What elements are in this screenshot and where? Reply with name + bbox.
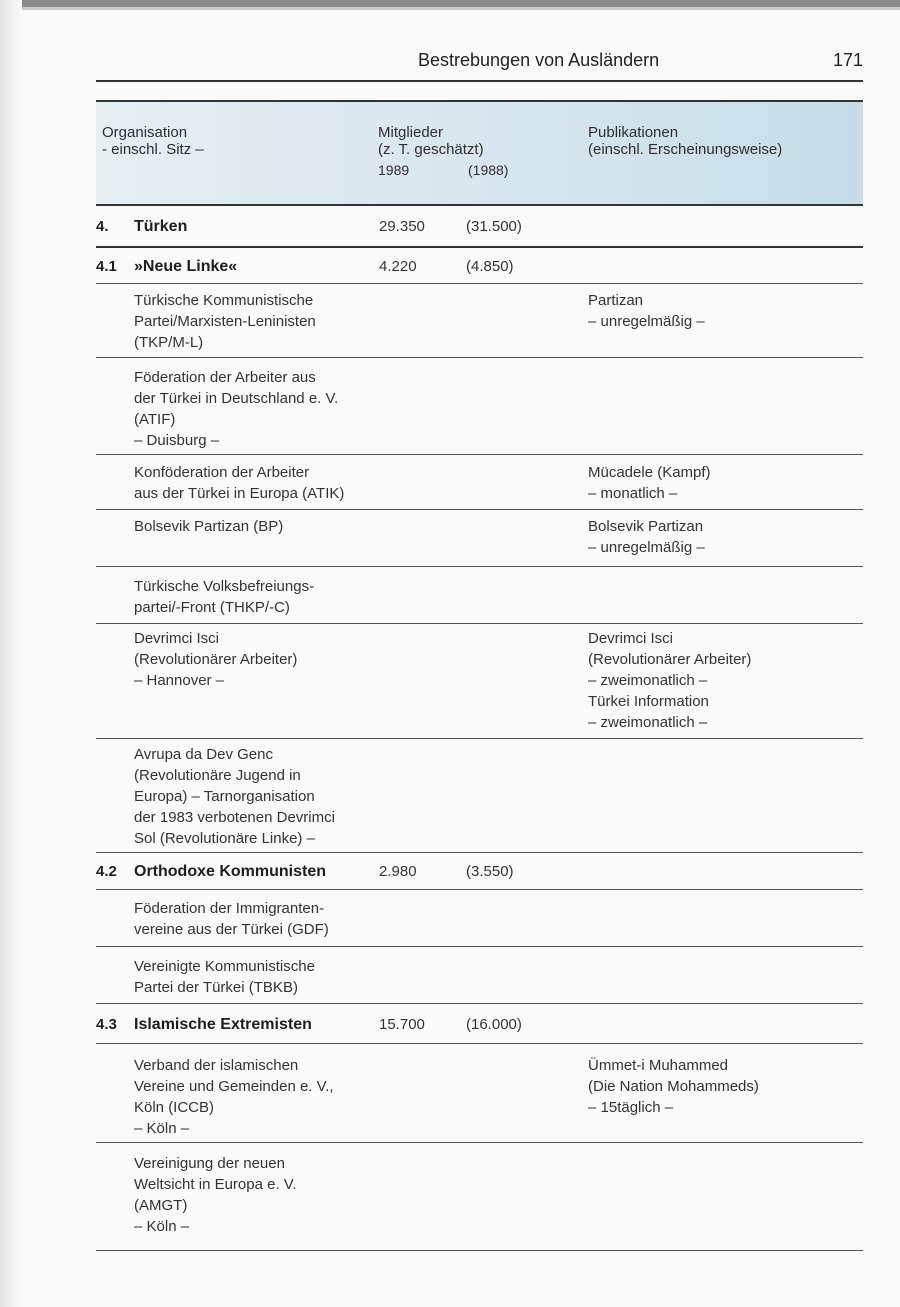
org-line: Föderation der Immigranten- bbox=[134, 900, 325, 917]
section-name: »Neue Linke« bbox=[134, 258, 238, 275]
organisation-cell bbox=[134, 628, 297, 691]
org-line: – Duisburg – bbox=[134, 432, 220, 449]
row-rule bbox=[96, 1003, 863, 1004]
column-organisation-line: Organisation bbox=[102, 124, 188, 141]
pub-line: – unregelmäßig – bbox=[588, 313, 705, 330]
column-publikationen-line: Publikationen bbox=[588, 124, 679, 141]
organisation-cell bbox=[134, 516, 283, 537]
org-line: (Revolutionärer Arbeiter) bbox=[134, 651, 298, 668]
scan-edge-shadow bbox=[0, 7, 900, 10]
section-row-4-2 bbox=[96, 863, 863, 887]
organisation-cell bbox=[134, 367, 338, 451]
column-organisation bbox=[102, 124, 204, 158]
org-line: (TKP/M-L) bbox=[134, 334, 204, 351]
pub-line: – 15täglich – bbox=[588, 1099, 674, 1116]
row-rule bbox=[96, 1043, 863, 1044]
column-organisation-line: - einschl. Sitz – bbox=[102, 141, 204, 158]
section-name: Islamische Extremisten bbox=[134, 1016, 312, 1033]
org-line: Partei/Marxisten-Leninisten bbox=[134, 313, 316, 330]
pub-line: – monatlich – bbox=[588, 485, 678, 502]
row-rule bbox=[96, 889, 863, 890]
column-mitglieder-line: (z. T. geschätzt) bbox=[378, 141, 484, 158]
row-rule bbox=[96, 1142, 863, 1143]
org-row-avrupa bbox=[96, 744, 863, 849]
org-line: vereine aus der Türkei (GDF) bbox=[134, 921, 329, 938]
section-number: 4.1 bbox=[96, 258, 117, 275]
org-line: Devrimci Isci bbox=[134, 630, 219, 647]
pub-line: Partizan bbox=[588, 292, 644, 309]
column-publikationen-line: (einschl. Erscheinungsweise) bbox=[588, 141, 783, 158]
org-line: Sol (Revolutionäre Linke) – bbox=[134, 830, 315, 847]
org-line: – Köln – bbox=[134, 1218, 190, 1235]
members-1988: (16.000) bbox=[466, 1016, 522, 1033]
organisation-cell bbox=[134, 462, 344, 504]
publication-cell bbox=[588, 290, 705, 332]
row-rule bbox=[96, 454, 863, 455]
org-line: partei/-Front (THKP/-C) bbox=[134, 599, 290, 616]
row-rule bbox=[96, 946, 863, 947]
section-row-4 bbox=[96, 218, 863, 242]
members-1989: 15.700 bbox=[379, 1016, 425, 1033]
pub-line: (Revolutionärer Arbeiter) bbox=[588, 651, 752, 668]
section-number: 4.3 bbox=[96, 1016, 117, 1033]
org-row-thkpc bbox=[96, 576, 863, 618]
org-line: der 1983 verbotenen Devrimci bbox=[134, 809, 335, 826]
column-year-current: 1989 bbox=[378, 162, 410, 178]
pub-line: Devrimci Isci bbox=[588, 630, 673, 647]
org-row-devrimci bbox=[96, 628, 863, 733]
org-row-amgt bbox=[96, 1153, 863, 1237]
section-name: Türken bbox=[134, 218, 188, 235]
section-name: Orthodoxe Kommunisten bbox=[134, 863, 327, 880]
section-rule bbox=[96, 246, 863, 248]
org-line: – Hannover – bbox=[134, 672, 225, 689]
running-title: Bestrebungen von Ausländern bbox=[418, 50, 660, 70]
page-number: 171 bbox=[832, 50, 863, 70]
org-line: – Köln – bbox=[134, 1120, 190, 1137]
org-line: Vereinigung der neuen bbox=[134, 1155, 285, 1172]
publication-cell bbox=[588, 628, 751, 733]
members-1988: (31.500) bbox=[466, 218, 522, 235]
org-line: Weltsicht in Europa e. V. bbox=[134, 1176, 297, 1193]
org-row-atik bbox=[96, 462, 863, 504]
org-row-atif bbox=[96, 367, 863, 451]
org-line: aus der Türkei in Europa (ATIK) bbox=[134, 485, 345, 502]
org-line: Avrupa da Dev Genc bbox=[134, 746, 273, 763]
pub-line: – zweimonatlich – bbox=[588, 714, 708, 731]
org-line: Verband der islamischen bbox=[134, 1057, 299, 1074]
organisation-cell bbox=[134, 956, 315, 998]
org-row-bp bbox=[96, 516, 863, 560]
org-row-gdf bbox=[96, 898, 863, 940]
org-line: Vereinigte Kommunistische bbox=[134, 958, 315, 975]
members-1989: 4.220 bbox=[379, 258, 417, 275]
publication-cell bbox=[588, 462, 711, 504]
row-rule bbox=[96, 623, 863, 624]
org-line: Vereine und Gemeinden e. V., bbox=[134, 1078, 334, 1095]
org-line: der Türkei in Deutschland e. V. bbox=[134, 390, 339, 407]
row-rule bbox=[96, 738, 863, 739]
column-publikationen bbox=[588, 124, 782, 158]
org-line: Türkische Volksbefreiungs- bbox=[134, 578, 315, 595]
section-row-4-3 bbox=[96, 1016, 863, 1040]
org-line: Köln (ICCB) bbox=[134, 1099, 215, 1116]
org-row-iccb bbox=[96, 1055, 863, 1139]
org-row-tbkb bbox=[96, 956, 863, 998]
organisation-cell bbox=[134, 744, 335, 849]
organisation-cell bbox=[134, 898, 329, 940]
pub-line: Bolsevik Partizan bbox=[588, 518, 704, 535]
org-line: Europa) – Tarnorganisation bbox=[134, 788, 315, 805]
scan-edge bbox=[0, 0, 900, 7]
publication-cell bbox=[588, 516, 705, 558]
org-line: Bolsevik Partizan (BP) bbox=[134, 518, 284, 535]
members-1989: 2.980 bbox=[379, 863, 417, 880]
publication-cell bbox=[588, 1055, 759, 1118]
table-bottom-rule bbox=[96, 1250, 863, 1251]
organisation-cell bbox=[134, 1055, 334, 1139]
pub-line: – zweimonatlich – bbox=[588, 672, 708, 689]
organisation-cell bbox=[134, 576, 314, 618]
section-number: 4. bbox=[96, 218, 109, 235]
binding-shadow bbox=[0, 0, 22, 1307]
column-header bbox=[96, 100, 863, 206]
row-rule bbox=[96, 357, 863, 358]
org-line: (ATIF) bbox=[134, 411, 176, 428]
row-rule bbox=[96, 509, 863, 510]
column-mitglieder bbox=[378, 124, 484, 158]
members-1989: 29.350 bbox=[379, 218, 425, 235]
org-line: Partei der Türkei (TBKB) bbox=[134, 979, 298, 996]
row-rule bbox=[96, 566, 863, 567]
running-header bbox=[96, 50, 863, 80]
org-line: (Revolutionäre Jugend in bbox=[134, 767, 301, 784]
members-1988: (4.850) bbox=[466, 258, 514, 275]
row-rule bbox=[96, 283, 863, 284]
pub-line: (Die Nation Mohammeds) bbox=[588, 1078, 759, 1095]
section-number: 4.2 bbox=[96, 863, 117, 880]
organisation-cell bbox=[134, 290, 316, 353]
column-year-previous: (1988) bbox=[468, 162, 509, 178]
header-rule bbox=[96, 80, 863, 82]
pub-line: Türkei Information bbox=[588, 693, 709, 710]
pub-line: – unregelmäßig – bbox=[588, 539, 705, 556]
org-line: (AMGT) bbox=[134, 1197, 188, 1214]
row-rule bbox=[96, 852, 863, 853]
org-line: Türkische Kommunistische bbox=[134, 292, 314, 309]
organisation-cell bbox=[134, 1153, 297, 1237]
section-row-4-1 bbox=[96, 258, 863, 282]
org-line: Föderation der Arbeiter aus bbox=[134, 369, 316, 386]
column-mitglieder-line: Mitglieder bbox=[378, 124, 444, 141]
pub-line: Mücadele (Kampf) bbox=[588, 464, 711, 481]
org-row-tkpml bbox=[96, 290, 863, 354]
members-1988: (3.550) bbox=[466, 863, 514, 880]
org-line: Konföderation der Arbeiter bbox=[134, 464, 310, 481]
pub-line: Ümmet-i Muhammed bbox=[588, 1057, 729, 1074]
